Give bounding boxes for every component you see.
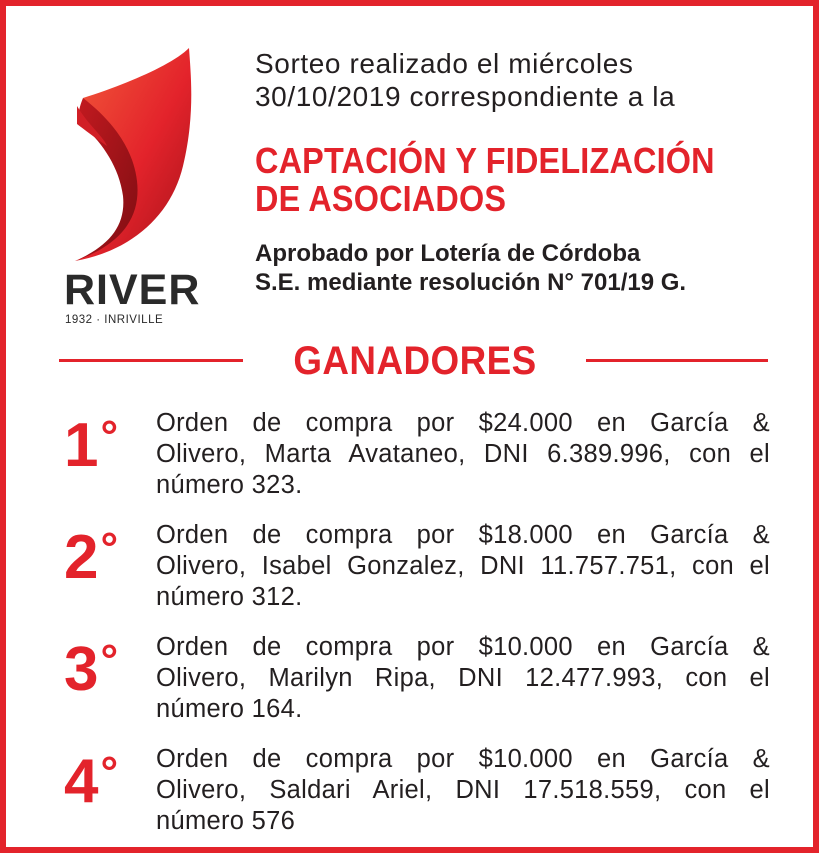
approval-line-2: S.E. mediante resolución N° 701/19 G. <box>255 269 687 296</box>
logo-wordmark: RIVER <box>64 266 201 314</box>
winner-item <box>6 523 819 623</box>
winner-description <box>156 632 770 725</box>
winner-line-1: Orden de compra por $10.000 en García & <box>156 745 770 773</box>
rank-degree: ° <box>100 524 119 573</box>
winner-line-1: Orden de compra por $24.000 en García & <box>156 409 770 437</box>
winner-description <box>156 520 770 613</box>
winner-rank <box>64 747 118 823</box>
logo-subtitle: 1932 · INRIVILLE <box>65 314 164 326</box>
divider-left <box>59 359 243 362</box>
winner-line-1: Orden de compra por $18.000 en García & <box>156 521 770 549</box>
rank-degree: ° <box>100 412 119 461</box>
rank-degree: ° <box>100 748 119 797</box>
intro-line-2: 30/10/2019 correspondiente a la <box>255 81 676 112</box>
winner-line-3: número 323. <box>156 471 303 499</box>
winners-heading: GANADORES <box>293 339 537 383</box>
rank-number: 1 <box>64 411 99 480</box>
divider-right <box>586 359 768 362</box>
winner-line-2: Olivero, Marilyn Ripa, DNI 12.477.993, con el <box>156 664 770 692</box>
rank-number: 4 <box>64 747 99 816</box>
intro-line-1: Sorteo realizado el miércoles <box>255 48 634 79</box>
winner-line-3: número 576 <box>156 807 296 835</box>
flame-logo-icon <box>61 46 201 271</box>
campaign-title <box>255 142 715 218</box>
winner-description <box>156 744 770 837</box>
winner-description <box>156 408 770 501</box>
winner-line-2: Olivero, Marta Avataneo, DNI 6.389.996, con el <box>156 440 770 468</box>
rank-degree: ° <box>100 636 119 685</box>
winner-line-3: número 164. <box>156 695 303 723</box>
winner-item <box>6 747 819 847</box>
winner-item <box>6 635 819 735</box>
winner-line-3: número 312. <box>156 583 303 611</box>
title-line-2: DE ASOCIADOS <box>255 178 507 219</box>
winner-line-2: Olivero, Saldari Ariel, DNI 17.518.559, con el <box>156 776 770 804</box>
draw-intro <box>255 47 675 113</box>
river-logo <box>61 46 201 336</box>
winner-rank <box>64 635 118 711</box>
winner-rank <box>64 523 118 599</box>
title-line-1: CAPTACIÓN Y FIDELIZACIÓN <box>255 140 715 181</box>
approval-line-1: Aprobado por Lotería de Córdoba <box>255 240 641 267</box>
rank-number: 2 <box>64 523 99 592</box>
winner-rank <box>64 411 118 487</box>
winner-item <box>6 411 819 511</box>
winner-line-2: Olivero, Isabel Gonzalez, DNI 11.757.751, con el <box>156 552 770 580</box>
approval-note <box>255 239 686 297</box>
winner-line-1: Orden de compra por $10.000 en García & <box>156 633 770 661</box>
rank-number: 3 <box>64 635 99 704</box>
